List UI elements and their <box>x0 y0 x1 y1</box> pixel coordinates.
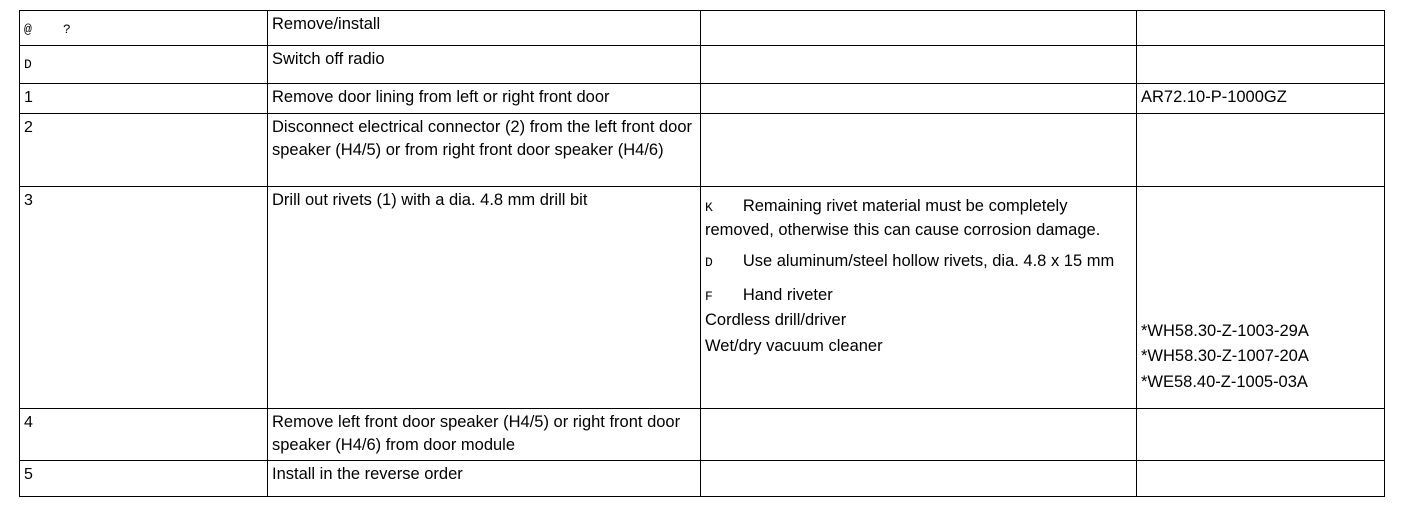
table-row <box>20 11 1385 46</box>
row-step-number <box>20 114 268 187</box>
table-row <box>20 114 1385 187</box>
step-number: 2 <box>24 119 33 136</box>
list-item <box>705 282 1132 308</box>
tool-list <box>705 282 1132 360</box>
table-row <box>20 46 1385 84</box>
row-step-number <box>20 187 268 409</box>
note-instruction <box>705 250 1123 274</box>
step-number: 3 <box>24 192 33 209</box>
row-description: Switch off radio <box>268 46 701 84</box>
row-reference <box>1137 11 1385 46</box>
tool-symbol: F <box>705 289 713 304</box>
row-description: Remove door lining from left or right front door <box>268 84 701 114</box>
table-row <box>20 461 1385 497</box>
part-number: *WH58.30-Z-1003-29A <box>1141 322 1309 340</box>
caution-text: Remaining rivet material must be completely removed, otherwise this can cause corrosion damage. <box>705 197 1101 239</box>
row-step-number <box>20 409 268 461</box>
row-reference <box>1137 114 1385 187</box>
instruction-symbol: D <box>705 255 713 270</box>
row-description: Disconnect electrical connector (2) from the left front door speaker (H4/5) or from right front door speaker (H4/6) <box>268 114 701 187</box>
row-symbol-cell <box>20 11 268 46</box>
tool-name: Hand riveter <box>742 286 833 304</box>
symbol-label: @ ? <box>24 22 71 37</box>
row-reference <box>1137 461 1385 497</box>
row-reference <box>1137 187 1385 409</box>
row-notes <box>701 461 1137 497</box>
caution-symbol: K <box>705 200 713 215</box>
step-number: 5 <box>24 466 33 483</box>
row-notes <box>701 114 1137 187</box>
instruction-text: Use aluminum/steel hollow rivets, dia. 4.8 x 15 mm <box>742 252 1115 270</box>
row-step-number <box>20 461 268 497</box>
row-notes <box>701 11 1137 46</box>
row-reference <box>1137 409 1385 461</box>
part-number: *WE58.40-Z-1005-03A <box>1141 373 1308 391</box>
step-number: 1 <box>24 89 33 106</box>
row-notes <box>701 84 1137 114</box>
symbol-label: D <box>24 57 32 72</box>
note-caution <box>705 195 1123 242</box>
row-symbol-cell <box>20 46 268 84</box>
row-reference <box>1137 46 1385 84</box>
row-reference: AR72.10-P-1000GZ <box>1137 84 1385 114</box>
step-number: 4 <box>24 414 33 431</box>
row-description: Drill out rivets (1) with a dia. 4.8 mm drill bit <box>268 187 701 409</box>
row-notes <box>701 46 1137 84</box>
row-step-number <box>20 84 268 114</box>
table-row <box>20 187 1385 409</box>
table-row <box>20 84 1385 114</box>
part-number: *WH58.30-Z-1007-20A <box>1141 347 1309 365</box>
row-description: Install in the reverse order <box>268 461 701 497</box>
table-row <box>20 409 1385 461</box>
row-description: Remove/install <box>268 11 701 46</box>
list-item: Cordless drill/driver <box>705 311 847 329</box>
list-item: Wet/dry vacuum cleaner <box>705 337 883 355</box>
row-description: Remove left front door speaker (H4/5) or right front door speaker (H4/6) from door module <box>268 409 701 461</box>
procedure-table <box>19 10 1385 497</box>
row-notes <box>701 187 1137 409</box>
row-notes <box>701 409 1137 461</box>
